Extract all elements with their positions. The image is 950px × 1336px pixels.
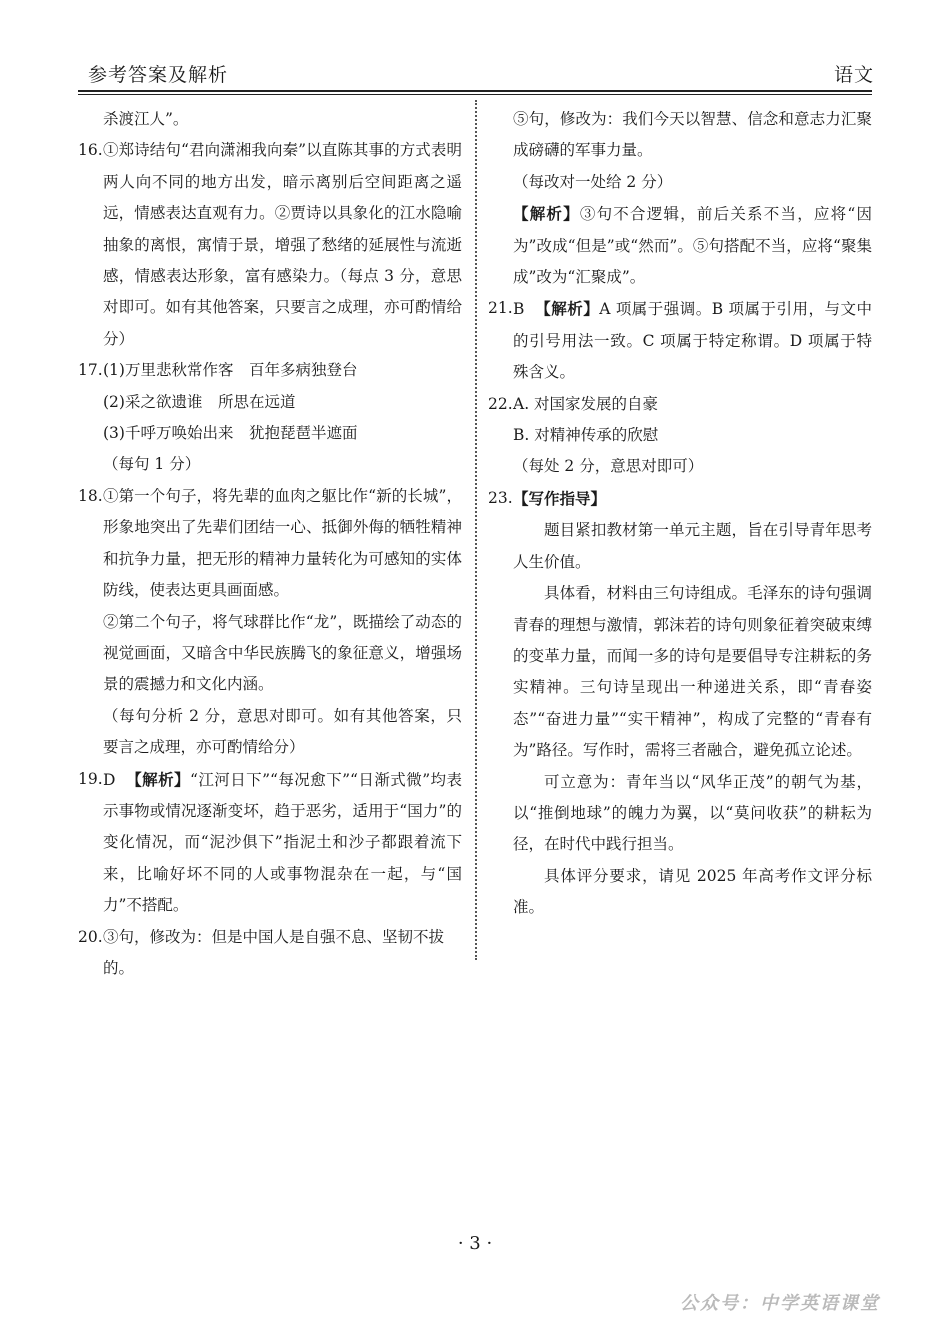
- analysis-tag: 【解析】: [126, 769, 190, 789]
- answer-19: [78, 764, 462, 922]
- answer-number: 18.: [78, 486, 103, 505]
- analysis-text: ③句不合逻辑，前后关系不当，应将“因为”改成“但是”或“然而”。⑤句搭配不当，应将“聚集成”改为“汇聚成”。: [513, 205, 872, 287]
- answer-paragraph: ①第一个句子，将先辈的血肉之躯比作“新的长城”，形象地突出了先辈们团结一心、抵御外侮的牺牲精神和抗争力量，把无形的精神力量转化为可感知的实体防线，使表达更具画面感。: [103, 486, 462, 600]
- answer-23: [488, 483, 872, 515]
- answer-number: 21.: [488, 299, 513, 318]
- analysis-text: A 项属于强调。B 项属于引用，与文中的引号用法一致。C 项属于特定称谓。D 项属于特殊含义。: [513, 300, 872, 382]
- right-column: [488, 104, 872, 924]
- header-rule-thin: [78, 94, 872, 95]
- analysis-tag: 【解析】: [513, 204, 580, 224]
- answer-line: (3)千呼万唤始出来 犹抱琵琶半遮面: [103, 424, 358, 443]
- scoring-note: （每改对一处给 2 分）: [513, 172, 673, 191]
- answer-choice: B: [513, 300, 525, 319]
- analysis-text: “江河日下”“每况愈下”“日渐式微”均表示事物或情况逐渐变坏，趋于恶劣，适用于“国力”的变化情况，而“泥沙俱下”指泥土和沙子都跟着流下来，比喻好坏不同的人或事物混杂在一起，与“国力”不搭配。: [103, 770, 462, 915]
- answer-number: 19.: [78, 769, 103, 788]
- answer-number: 22.: [488, 394, 513, 413]
- answer-21: [488, 293, 872, 388]
- answer-choice: D: [103, 770, 116, 789]
- writing-guide-paragraph: 题目紧扣教材第一单元主题，旨在引导青年思考人生价值。: [513, 521, 872, 571]
- watermark: 公众号：中学英语课堂: [680, 1293, 880, 1314]
- page-number: · 3 ·: [457, 1233, 493, 1254]
- left-column: [78, 104, 462, 984]
- answer-line: A. 对国家发展的自豪: [513, 394, 659, 413]
- answer-20-analysis: [488, 198, 872, 293]
- answer-18: [78, 481, 462, 764]
- answer-number: 23.: [488, 488, 513, 507]
- answer-16: [78, 135, 462, 355]
- answer-number: 17.: [78, 361, 103, 380]
- answer-number: 20.: [78, 927, 103, 946]
- answer-line: (2)采之欲遗谁 所思在远道: [103, 392, 296, 411]
- analysis-tag: 【解析】: [535, 299, 600, 319]
- scoring-note: （每句分析 2 分，意思对即可。如有其他答案，只要言之成理，亦可酌情给分）: [103, 706, 462, 757]
- scoring-note: （每处 2 分，意思对即可）: [513, 457, 704, 476]
- answer-20-continued: ⑤句，修改为：我们今天以智慧、信念和意志力汇聚成磅礴的军事力量。: [513, 110, 872, 160]
- header-subject: 语文: [834, 64, 875, 86]
- answer-text: ③句，修改为：但是中国人是自强不息、坚韧不拔的。: [103, 927, 445, 977]
- answer-paragraph: ②第二个句子，将气球群比作“龙”，既描绘了动态的视觉画面，又暗含中华民族腾飞的象征意义，增强场景的震撼力和文化内涵。: [103, 612, 462, 694]
- writing-guide-heading: 【写作指导】: [513, 488, 607, 508]
- answer-22: [488, 389, 872, 483]
- column-divider: [475, 100, 477, 960]
- answer-text: ①郑诗结句“君向潇湘我向秦”以直陈其事的方式表明两人向不同的地方出发，暗示离别后空间距离之遥远，情感表达直观有力。②贾诗以具象化的江水隐喻抽象的离恨，寓情于景，增强了愁绪的延展性与流逝感，情感表达形象，富有感染力。（每点 3 分，意思对即可。如有其他答案，只要言之成理，亦可酌情给分）: [103, 141, 462, 348]
- header-title: 参考答案及解析: [88, 64, 229, 86]
- answer-20: [78, 922, 462, 985]
- writing-guide-paragraph: 具体看，材料由三句诗组成。毛泽东的诗句强调青春的理想与激情，郭沫若的诗句则象征着突破束缚的变革力量，而闻一多的诗句是要倡导专注耕耘的务实精神。三句诗呈现出一种递进关系，即“青春姿态”“奋进力量”“实干精神”，构成了完整的“青春有为”路径。写作时，需将三者融合，避免孤立论述。: [513, 584, 872, 760]
- scoring-note: （每句 1 分）: [103, 455, 201, 474]
- header-rule-thick: [78, 90, 872, 92]
- writing-guide-paragraph: 具体评分要求，请见 2025 年高考作文评分标准。: [513, 866, 872, 917]
- answer-17: [78, 355, 462, 481]
- answer-line: B. 对精神传承的欣慰: [513, 426, 659, 445]
- q15-continuation: 杀渡江人”。: [103, 110, 189, 128]
- answer-number: 16.: [78, 141, 103, 160]
- writing-guide-paragraph: 可立意为：青年当以“风华正茂”的朝气为基，以“推倒地球”的魄力为翼，以“莫问收获”的耕耘为径，在时代中践行担当。: [513, 772, 872, 854]
- answer-line: (1)万里悲秋常作客 百年多病独登台: [103, 361, 358, 380]
